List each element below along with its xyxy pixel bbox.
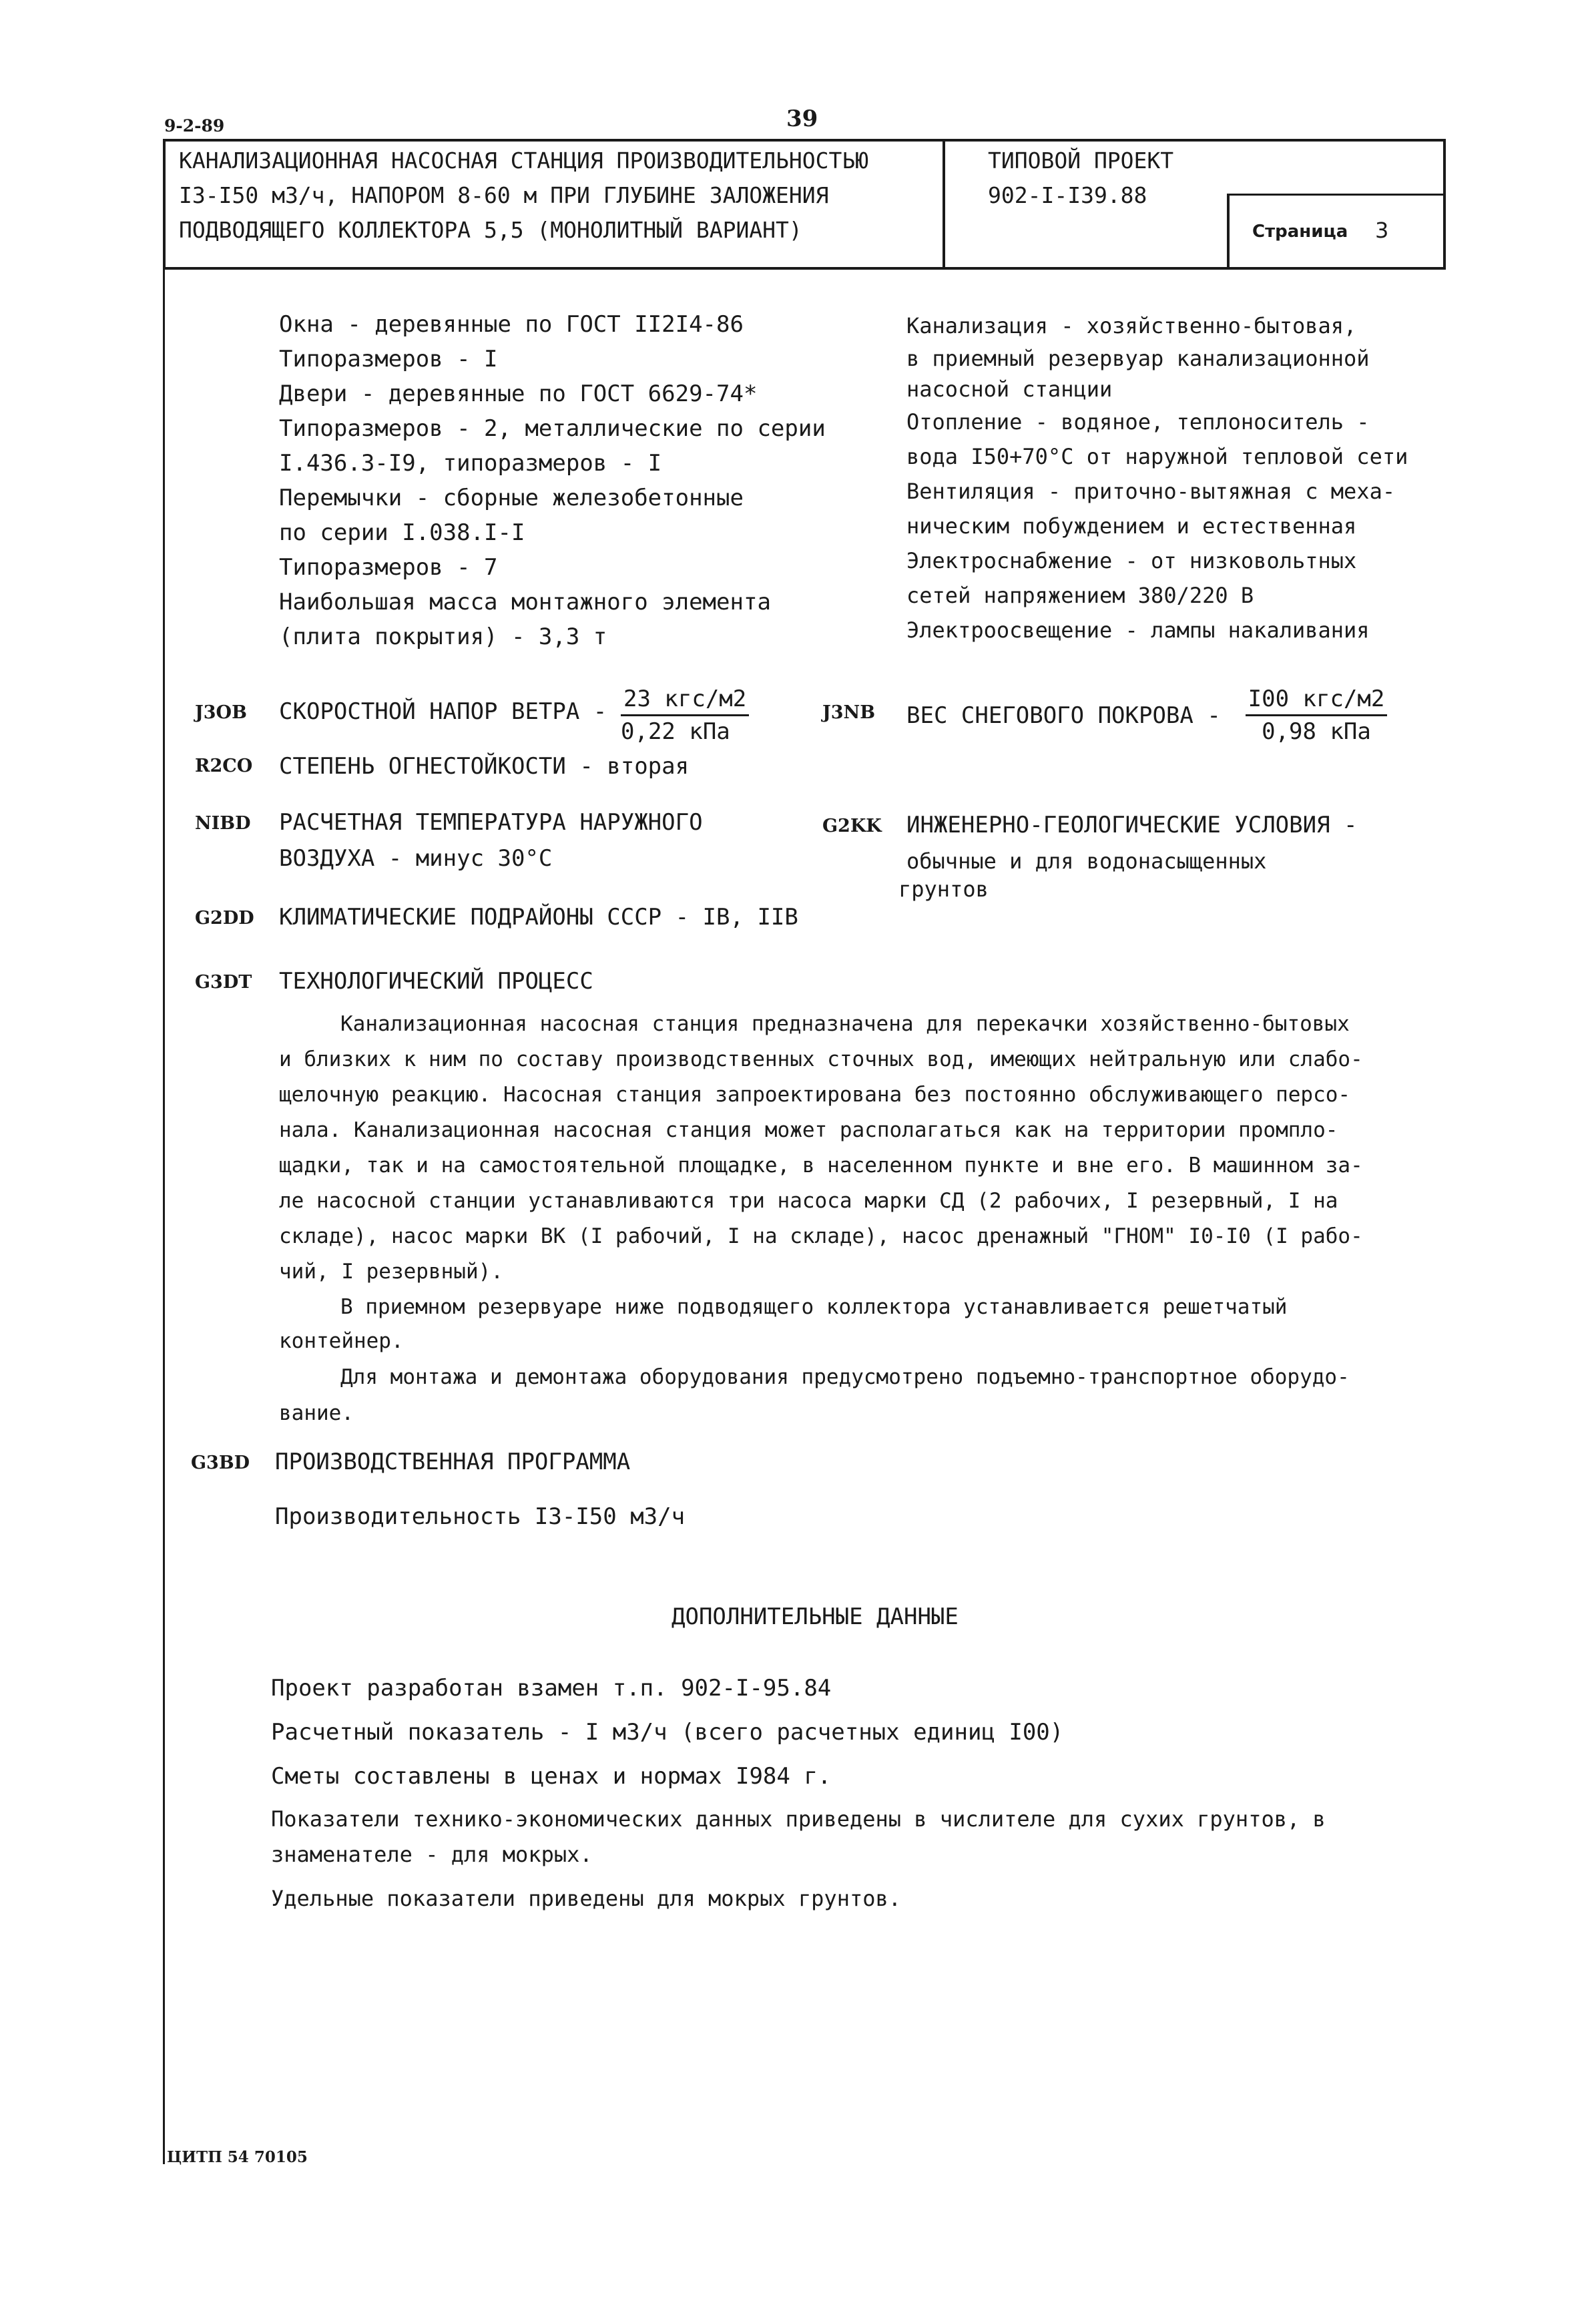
additional-item: знаменателе - для мокрых.	[271, 1842, 593, 1867]
tech-line: В приемном резервуаре ниже подводящего коллектора устанавливается решетчатый	[340, 1295, 1288, 1319]
additional-item: Удельные показатели приведены для мокрых грунтов.	[271, 1886, 902, 1911]
geo-line-2: обычные и для водонасыщенных	[906, 848, 1267, 874]
geo-line-1: ИНЖЕНЕРНО-ГЕОЛОГИЧЕСКИЕ УСЛОВИЯ -	[906, 812, 1358, 838]
left-spec-line: Типоразмеров - 2, металлические по серии	[279, 415, 826, 442]
tech-line: складе), насос марки ВК (I рабочий, I на складе), насос дренажный "ГНОМ" I0-I0 (I рабо-	[279, 1224, 1363, 1248]
page-left-border	[163, 270, 165, 2164]
doc-code: 9-2-89	[164, 116, 225, 136]
sheet-divider	[1227, 194, 1230, 270]
tech-line: щадки, так и на самостоятельной площадке, в населенном пункте и вне его. В машинном за-	[279, 1154, 1363, 1178]
right-spec-line: Электроосвещение - лампы накаливания	[906, 617, 1370, 643]
additional-item: Расчетный показатель - I м3/ч (всего расчетных единиц I00)	[271, 1719, 1064, 1746]
snow-denominator: 0,98 кПа	[1262, 718, 1371, 745]
snow-code: J3NB	[822, 702, 876, 723]
left-spec-line: Типоразмеров - 7	[279, 554, 498, 581]
title-line-2: I3-I50 м3/ч, НАПОРОМ 8-60 м ПРИ ГЛУБИНЕ ЗАЛОЖЕНИЯ	[179, 182, 829, 208]
wind-fraction	[621, 684, 747, 747]
tech-line: вание.	[279, 1401, 354, 1425]
right-spec-line: в приемный резервуар канализационной	[906, 346, 1370, 371]
right-specs	[906, 308, 1408, 648]
geo-line-3: грунтов	[898, 876, 989, 902]
right-spec-line: вода I50+70°С от наружной тепловой сети	[906, 444, 1408, 469]
right-spec-line: Канализация - хозяйственно-бытовая,	[906, 313, 1357, 338]
project-number: 902-I-I39.88	[988, 182, 1147, 208]
left-spec-line: Окна - деревянные по ГОСТ II2I4-86	[279, 311, 744, 338]
left-spec-line: по серии I.038.I-I	[279, 519, 525, 546]
sheet-top-line	[1227, 194, 1444, 196]
production-heading: ПРОИЗВОДСТВЕННАЯ ПРОГРАММА	[275, 1449, 631, 1475]
tech-line: щелочную реакцию. Насосная станция запроектирована без постоянно обслуживающего персо-	[279, 1083, 1351, 1107]
additional-item: Сметы составлены в ценах и нормах I984 г.	[271, 1763, 832, 1790]
climate-text: КЛИМАТИЧЕСКИЕ ПОДРАЙОНЫ СССР - IВ, IIВ	[279, 904, 798, 931]
additional-item: Проект разработан взамен т.п. 902-I-95.84	[271, 1675, 832, 1702]
right-spec-line: Электроснабжение - от низковольтных	[906, 548, 1357, 573]
snow-fraction	[1243, 684, 1390, 747]
project-label: ТИПОВОЙ ПРОЕКТ	[988, 148, 1174, 174]
tech-line: и близких к ним по составу производственных сточных вод, имеющих нейтральную или слабо-	[279, 1047, 1363, 1071]
tech-line: Для монтажа и демонтажа оборудования предусмотрено подъемно-транспортное оборудо-	[340, 1365, 1350, 1389]
temp-line-1: РАСЧЕТНАЯ ТЕМПЕРАТУРА НАРУЖНОГО	[279, 809, 703, 836]
left-specs	[279, 307, 826, 654]
fire-code: R2CO	[195, 756, 253, 776]
geo-code: G2KK	[822, 816, 882, 836]
production-code: G3BD	[191, 1453, 250, 1473]
sheet-number: 3	[1375, 218, 1389, 243]
right-spec-line: ническим побуждением и естественная	[906, 513, 1357, 539]
snow-label: ВЕС СНЕГОВОГО ПОКРОВА -	[906, 702, 1221, 729]
additional-heading: ДОПОЛНИТЕЛЬНЫЕ ДАННЫЕ	[672, 1603, 959, 1630]
sheet-label: Страница	[1252, 222, 1348, 242]
title-divider	[943, 139, 945, 270]
right-spec-line: Отопление - водяное, теплоноситель -	[906, 409, 1370, 435]
left-spec-line: I.436.3-I9, типоразмеров - I	[279, 450, 662, 477]
tech-line: ле насосной станции устанавливаются три насоса марки СД (2 рабочих, I резервный, I на	[279, 1189, 1338, 1213]
additional-item: Показатели технико-экономических данных приведены в числителе для сухих грунтов, в	[271, 1806, 1326, 1832]
wind-label: СКОРОСТНОЙ НАПОР ВЕТРА -	[279, 698, 607, 725]
title-line-3: ПОДВОДЯЩЕГО КОЛЛЕКТОРА 5,5 (МОНОЛИТНЫЙ ВАРИАНТ)	[179, 217, 802, 243]
right-spec-line: насосной станции	[906, 376, 1113, 402]
tech-process-body	[279, 1007, 1400, 1429]
climate-code: G2DD	[195, 908, 254, 929]
title-line-1: КАНАЛИЗАЦИОННАЯ НАСОСНАЯ СТАНЦИЯ ПРОИЗВОДИТЕЛЬНОСТЬЮ	[179, 148, 869, 174]
tech-process-code: G3DT	[195, 972, 252, 993]
temp-code: NIBD	[195, 813, 251, 834]
tech-process-heading: ТЕХНОЛОГИЧЕСКИЙ ПРОЦЕСС	[279, 968, 593, 995]
page-number: 39	[786, 105, 818, 132]
left-spec-line: Типоразмеров - I	[279, 346, 498, 372]
tech-line: Канализационная насосная станция предназначена для перекачки хозяйственно-бытовых	[340, 1012, 1350, 1036]
tech-line: чий, I резервный).	[279, 1260, 503, 1284]
right-spec-line: сетей напряжением 380/220 В	[906, 583, 1254, 608]
tech-line: нала. Канализационная насосная станция может располагаться как на территории промпло-	[279, 1118, 1338, 1142]
fire-text: СТЕПЕНЬ ОГНЕСТОЙКОСТИ - вторая	[279, 753, 690, 780]
tech-line: контейнер.	[279, 1329, 404, 1353]
left-spec-line: Перемычки - сборные железобетонные	[279, 485, 744, 511]
additional-list	[271, 1666, 1326, 1928]
wind-denominator: 0,22 кПа	[621, 718, 730, 745]
right-spec-line: Вентиляция - приточно-вытяжная с меха-	[906, 479, 1396, 504]
left-spec-line: (плита покрытия) - 3,3 т	[279, 623, 607, 650]
snow-numerator: I00 кгс/м2	[1246, 684, 1388, 716]
wind-code: J3OB	[195, 702, 247, 723]
production-text: Производительность I3-I50 м3/ч	[275, 1503, 686, 1530]
temp-line-2: ВОЗДУХА - минус 30°С	[279, 845, 553, 872]
wind-numerator: 23 кгс/м2	[621, 684, 749, 716]
left-spec-line: Наибольшая масса монтажного элемента	[279, 589, 771, 615]
left-spec-line: Двери - деревянные по ГОСТ 6629-74*	[279, 380, 758, 407]
footer-stamp: ЦИТП 54 70105	[167, 2148, 308, 2166]
